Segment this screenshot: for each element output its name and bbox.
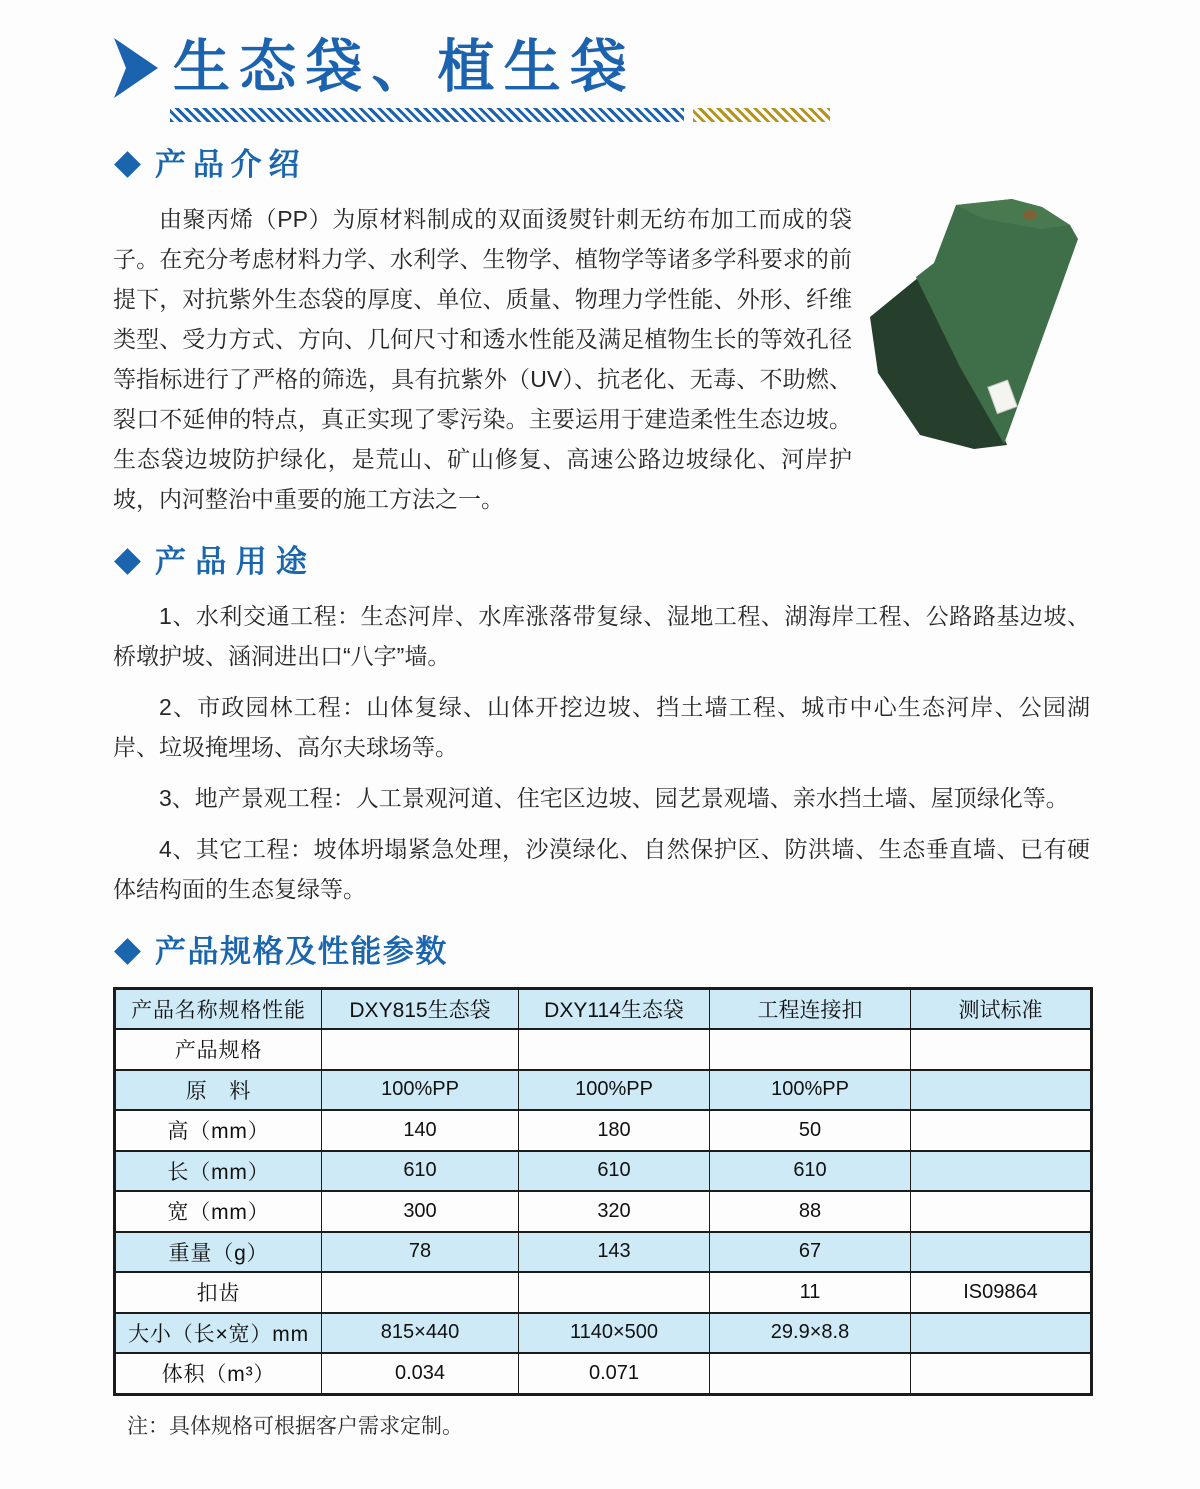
section-heading-intro [115, 146, 1090, 183]
usage-item-2: 2、市政园林工程：山体复绿、山体开挖边坡、挡土墙工程、城市中心生态河岸、公园湖岸、垃圾掩埋场、高尔夫球场等。 [113, 694, 1090, 761]
spec-cell: 100%PP [710, 1070, 911, 1111]
spec-cell [322, 1029, 519, 1070]
spec-cell: 88 [710, 1191, 911, 1232]
spec-row-label: 产品规格 [115, 1029, 322, 1070]
product-photo [864, 195, 1200, 457]
spec-cell: 300 [322, 1191, 519, 1232]
spec-cell: 0.071 [519, 1353, 710, 1394]
spec-cell [911, 1353, 1092, 1394]
spec-table-row [115, 1232, 1092, 1273]
spec-cell: 180 [519, 1110, 710, 1151]
spec-row-label: 长（mm） [115, 1151, 322, 1192]
page-title-row [113, 36, 1090, 100]
spec-cell [710, 1029, 911, 1070]
spec-cell: 143 [519, 1232, 710, 1273]
section-heading-specs-label: 产品规格及性能参数 [155, 934, 448, 970]
spec-table-body [115, 988, 1092, 1394]
spec-table-row [115, 1272, 1092, 1313]
spec-cell: 140 [322, 1110, 519, 1151]
spec-cell: 815×440 [322, 1313, 519, 1354]
spec-cell [911, 1070, 1092, 1111]
spec-cell [911, 1029, 1092, 1070]
spec-cell [710, 1353, 911, 1394]
spec-table-row [115, 1070, 1092, 1111]
spec-column-header: 测试标准 [911, 988, 1092, 1029]
intro-section [113, 199, 1090, 519]
intro-paragraph: 由聚丙烯（PP）为原材料制成的双面烫熨针刺无纺布加工而成的袋子。在充分考虑材料力学、水利学、生物学、植物学等诸多学科要求的前提下，对抗紫外生态袋的厚度、单位、质量、物理力学性能、外形、纤维类型、受力方式、方向、几何尺寸和透水性能及满足植物生长的等效孔径等指标进行了严格的筛选，具有抗紫外（UV）、抗老化、无毒、不助燃、裂口不延伸的特点，真正实现了零污染。主要运用于建造柔性生态边坡。生态袋边坡防护绿化，是荒山、矿山修复、高速公路边坡绿化、河岸护坡，内河整治中重要的施工方法之一。 [113, 206, 852, 513]
spec-cell: 50 [710, 1110, 911, 1151]
spec-cell [911, 1110, 1092, 1151]
spec-row-label: 重量（g） [115, 1232, 322, 1273]
spec-table-row [115, 1151, 1092, 1192]
spec-row-label: 体积（m³） [115, 1353, 322, 1394]
section-heading-specs [115, 933, 1090, 970]
spec-cell: 67 [710, 1232, 911, 1273]
usage-item-3: 3、地产景观工程：人工景观河道、住宅区边坡、园艺景观墙、亲水挡土墙、屋顶绿化等。 [159, 785, 1069, 812]
spec-cell: 610 [710, 1151, 911, 1192]
spec-row-label: 大小（长×宽）mm [115, 1313, 322, 1354]
spec-table-row [115, 1191, 1092, 1232]
spec-cell: 1140×500 [519, 1313, 710, 1354]
diamond-icon [114, 548, 141, 575]
section-heading-usage-label: 产品用途 [155, 544, 317, 580]
spec-cell: 100%PP [519, 1070, 710, 1111]
striped-divider [170, 108, 1090, 122]
divider-gold-stripes [693, 108, 830, 122]
spec-table [113, 987, 1093, 1396]
section-heading-intro-label: 产品介绍 [155, 147, 307, 182]
spec-cell [911, 1191, 1092, 1232]
spec-column-header: DXY815生态袋 [322, 988, 519, 1029]
spec-row-label: 扣齿 [115, 1272, 322, 1313]
spec-cell: 29.9×8.8 [710, 1313, 911, 1354]
spec-column-header: 工程连接扣 [710, 988, 911, 1029]
usage-item-1: 1、水利交通工程：生态河岸、水库涨落带复绿、湿地工程、湖海岸工程、公路路基边坡、桥墩护坡、涵洞进出口“八字”墙。 [113, 603, 1090, 670]
spec-column-header: DXY114生态袋 [519, 988, 710, 1029]
diamond-icon [114, 939, 141, 966]
spec-table-row [115, 1313, 1092, 1354]
spec-row-label: 宽（mm） [115, 1191, 322, 1232]
table-note: 注：具体规格可根据客户需求定制。 [127, 1414, 463, 1438]
spec-row-label: 原 料 [115, 1070, 322, 1111]
spec-table-row [115, 1110, 1092, 1151]
spec-cell [519, 1272, 710, 1313]
spec-cell: 610 [519, 1151, 710, 1192]
divider-blue-stripes [170, 108, 684, 122]
spec-table-row [115, 1029, 1092, 1070]
spec-table-header-row [115, 988, 1092, 1029]
usage-list [113, 596, 1090, 909]
arrow-right-icon [113, 36, 159, 100]
divider-gap [684, 108, 693, 122]
spec-cell [911, 1232, 1092, 1273]
spec-cell: 11 [710, 1272, 911, 1313]
spec-table-row [115, 1353, 1092, 1394]
diamond-icon [114, 151, 141, 178]
spec-column-header: 产品名称规格性能 [115, 988, 322, 1029]
spec-cell: 320 [519, 1191, 710, 1232]
spec-cell [519, 1029, 710, 1070]
eco-bag-illustration [864, 195, 1200, 457]
spec-cell: 78 [322, 1232, 519, 1273]
spec-cell [322, 1272, 519, 1313]
page-title: 生态袋、植生袋 [173, 35, 636, 99]
spec-cell: 610 [322, 1151, 519, 1192]
usage-item-4: 4、其它工程：坡体坍塌紧急处理，沙漠绿化、自然保护区、防洪墙、生态垂直墙、已有硬体结构面的生态复绿等。 [113, 836, 1090, 903]
spec-cell [911, 1151, 1092, 1192]
section-heading-usage [115, 543, 1090, 580]
spec-cell: IS09864 [911, 1272, 1092, 1313]
spec-cell: 100%PP [322, 1070, 519, 1111]
spec-cell: 0.034 [322, 1353, 519, 1394]
spec-cell [911, 1313, 1092, 1354]
spec-row-label: 高（mm） [115, 1110, 322, 1151]
